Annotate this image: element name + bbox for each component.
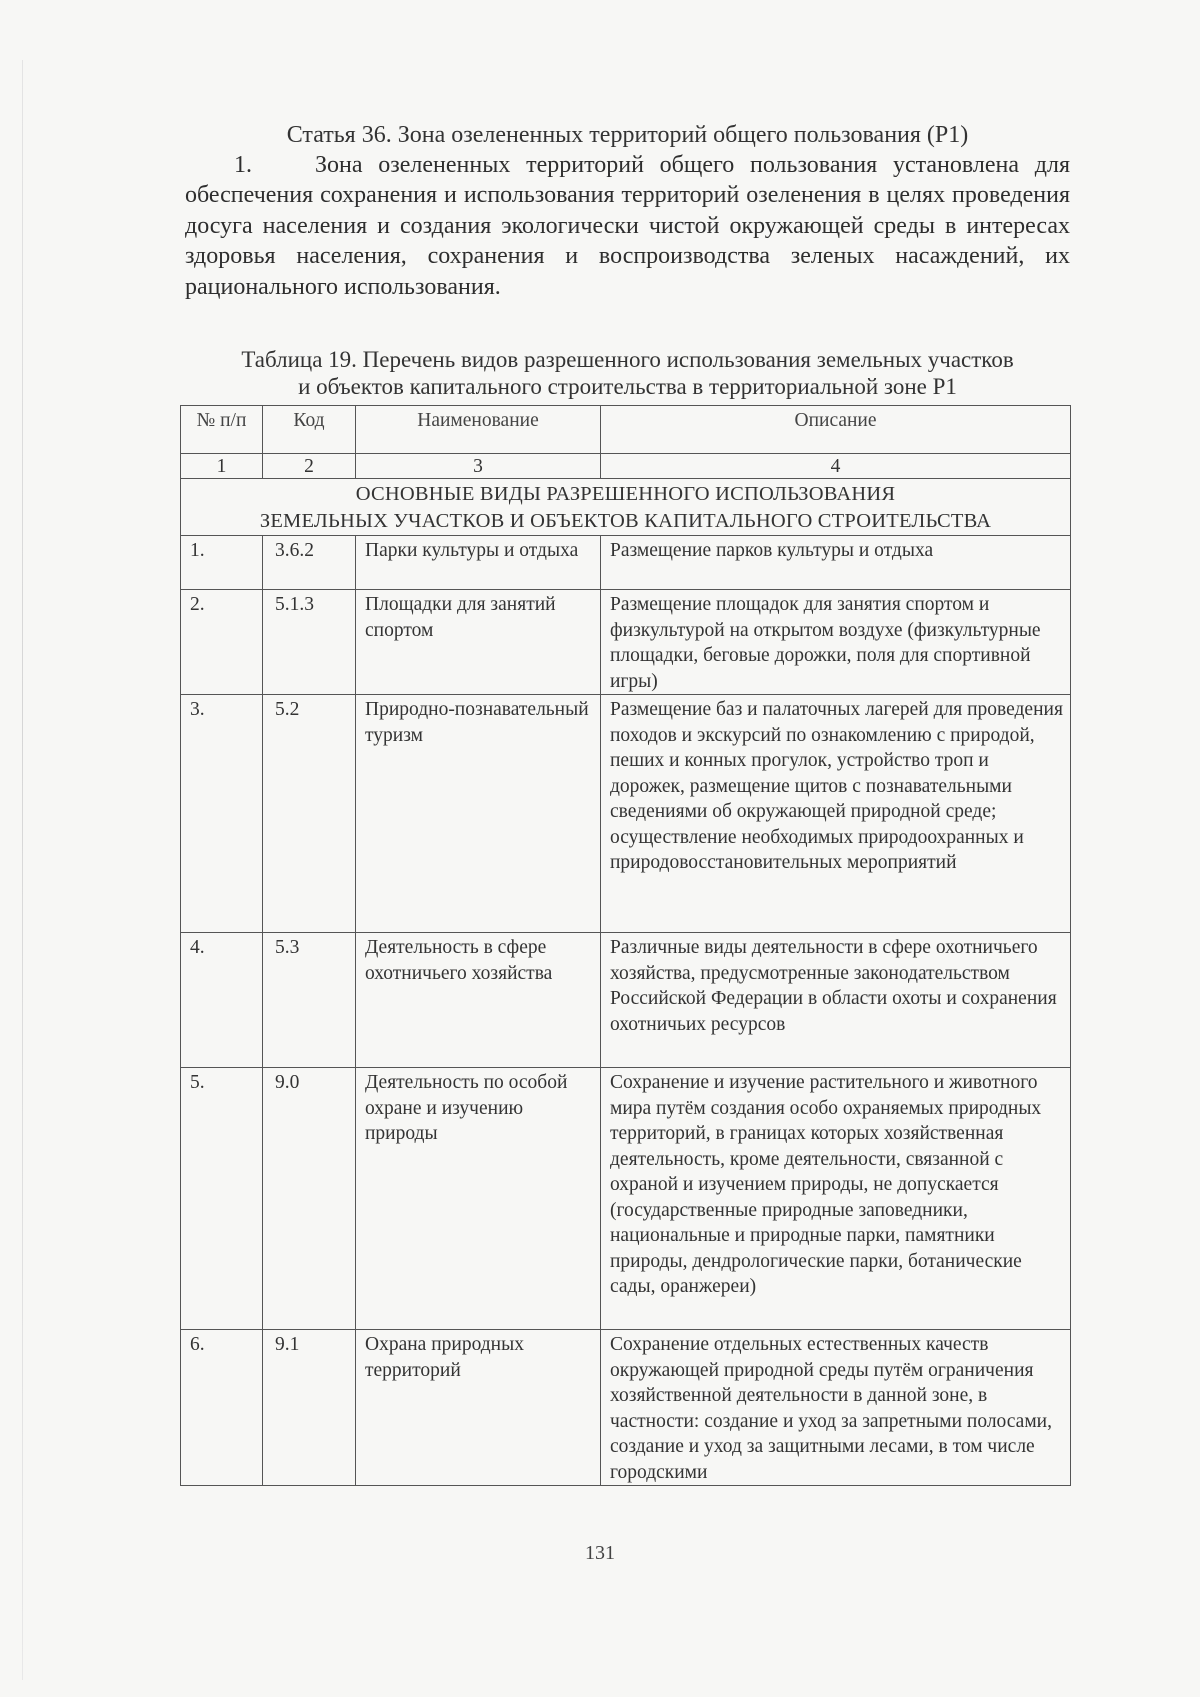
row-description: Различные виды деятельности в сфере охотничьего хозяйства, предусмотренные законодательством Российской Федерации в области охоты и сохранения охотничьих ресурсов (601, 933, 1071, 1068)
header-name: Наименование (356, 406, 601, 454)
row-code: 3.6.2 (263, 536, 356, 590)
permitted-use-table (180, 405, 1071, 1486)
row-number: 6. (181, 1330, 263, 1486)
row-name: Деятельность по особой охране и изучению природы (356, 1068, 601, 1330)
section-header-line-2: ЗЕМЕЛЬНЫХ УЧАСТКОВ И ОБЪЕКТОВ КАПИТАЛЬНОГО СТРОИТЕЛЬСТВА (259, 510, 992, 532)
column-number: 4 (601, 454, 1071, 479)
table-row (181, 1068, 1071, 1330)
row-number: 5. (181, 1068, 263, 1330)
row-name: Охрана природных территорий (356, 1330, 601, 1486)
row-description: Размещение баз и палаточных лагерей для проведения походов и экскурсий по ознакомлению с природой, пеших и конных прогулок, устройство троп и дорожек, размещение щитов с познавательными сведениями об окружающей природной среде; осуществление необходимых природоохранных и природовосстановительных мероприятий (601, 695, 1071, 933)
table-row (181, 933, 1071, 1068)
section-header (181, 479, 1071, 536)
row-number: 1. (181, 536, 263, 590)
scan-margin-line (22, 60, 23, 1680)
header-num: № п/п (181, 406, 263, 454)
table-row (181, 536, 1071, 590)
row-number: 4. (181, 933, 263, 1068)
table-caption-line-1: Таблица 19. Перечень видов разрешенного использования земельных участков (241, 347, 1014, 372)
column-number: 3 (356, 454, 601, 479)
header-description: Описание (601, 406, 1071, 454)
row-code: 9.1 (263, 1330, 356, 1486)
article-title: Статья 36. Зона озелененных территорий общего пользования (Р1) (286, 122, 969, 148)
row-name: Площадки для занятий спортом (356, 590, 601, 695)
row-number: 2. (181, 590, 263, 695)
row-number: 3. (181, 695, 263, 933)
table-row (181, 590, 1071, 695)
row-name: Деятельность в сфере охотничьего хозяйства (356, 933, 601, 1068)
row-code: 5.3 (263, 933, 356, 1068)
row-code: 5.1.3 (263, 590, 356, 695)
table-row (181, 1330, 1071, 1486)
section-header-row (181, 479, 1071, 536)
table-row (181, 695, 1071, 933)
table-caption (185, 346, 1070, 400)
table-header-row (181, 406, 1071, 454)
header-code: Код (263, 406, 356, 454)
article-paragraph-1: 1. Зона озелененных территорий общего пользования установлена для обеспечения сохранения и использования территорий озеленения в целях проведения досуга населения и создания экологически чистой окружающей среды в интересах здоровья населения, сохранения и воспроизводства зеленых насаждений, их рационального использования. (185, 152, 1070, 300)
section-header-line-1: ОСНОВНЫЕ ВИДЫ РАЗРЕШЕННОГО ИСПОЛЬЗОВАНИЯ (355, 483, 896, 505)
column-number: 1 (181, 454, 263, 479)
article-36 (185, 120, 1070, 302)
row-description: Сохранение и изучение растительного и животного мира путём создания особо охраняемых природных территорий, в границах которых хозяйственная деятельность, кроме деятельности, связанной с охраной и изучением природы, не допускается (государственные природные заповедники, национальные и природные парки, памятники природы, дендрологические парки, ботанические сады, оранжереи) (601, 1068, 1071, 1330)
row-code: 9.0 (263, 1068, 356, 1330)
row-code: 5.2 (263, 695, 356, 933)
page-number: 131 (585, 1542, 615, 1564)
row-description: Размещение площадок для занятия спортом и физкультурой на открытом воздухе (физкультурные площадки, беговые дорожки, поля для спортивной игры) (601, 590, 1071, 695)
row-name: Природно-познавательный туризм (356, 695, 601, 933)
table-caption-line-2: и объектов капитального строительства в территориальной зоне Р1 (298, 374, 957, 399)
row-name: Парки культуры и отдыха (356, 536, 601, 590)
row-description: Размещение парков культуры и отдыха (601, 536, 1071, 590)
column-number-row (181, 454, 1071, 479)
row-description: Сохранение отдельных естественных качеств окружающей природной среды путём ограничения хозяйственной деятельности в данной зоне, в частности: создание и уход за запретными полосами, создание и уход за защитными лесами, в том числе городскими (601, 1330, 1071, 1486)
column-number: 2 (263, 454, 356, 479)
